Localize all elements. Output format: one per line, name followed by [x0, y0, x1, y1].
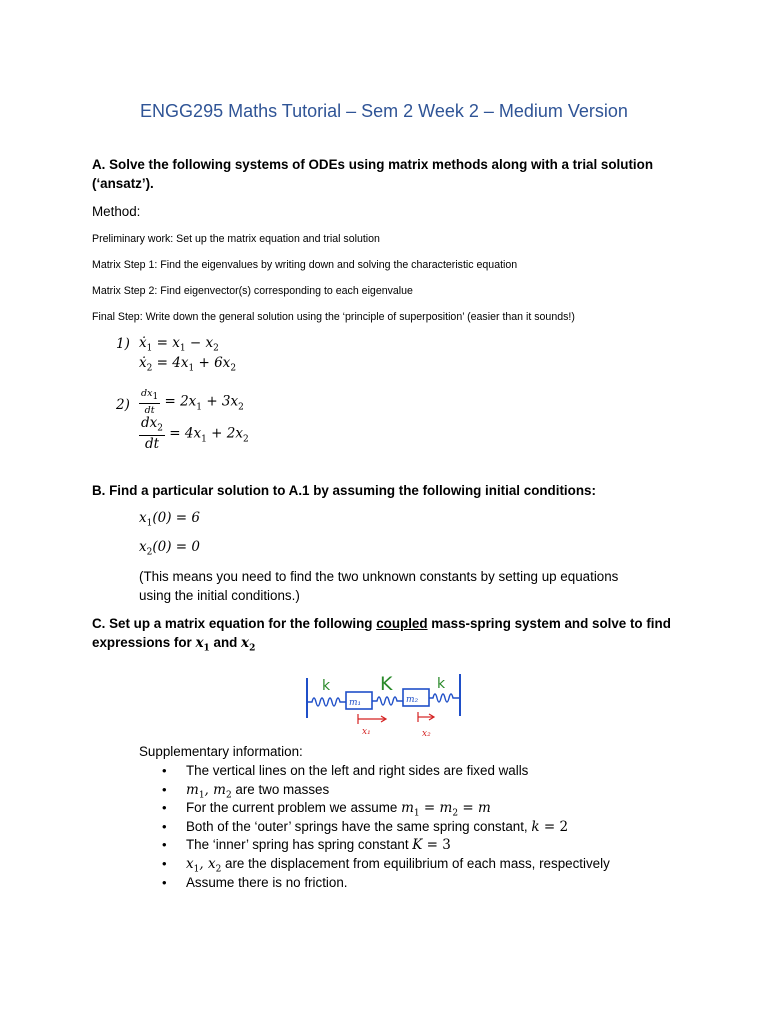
x2-symbol: $x_2$ [241, 635, 256, 654]
bullet-text-assume: For the current problem we assume [186, 800, 402, 816]
k-left-label: k [322, 678, 331, 694]
section-c-heading-line2 [92, 633, 671, 659]
initial-condition-x1-value: 6 [191, 510, 200, 526]
x1-x2-symbols: $x_1$, $x_2$ [186, 855, 222, 875]
x2-arrow-label: x₂ [422, 729, 431, 739]
method-step-1: Matrix Step 1: Find the eigenvalues by writing down and solving the characteristic equation [92, 259, 518, 271]
method-label: Method: [92, 204, 141, 219]
section-b-heading: B. Find a particular solution to A.1 by assuming the following initial conditions: [92, 483, 596, 498]
K-equation: K = 3 [412, 837, 451, 854]
problem-1-label: 1) [116, 336, 130, 352]
initial-condition-x1: $x_1(0) = 6$ [139, 510, 200, 529]
bullet-text-displacement: are the displacement from equilibrium of each mass, respectively [221, 855, 610, 871]
section-b-note [139, 567, 618, 605]
mass-equality: $m_1 = m_2 = m$ [401, 800, 491, 819]
supplementary-list [139, 762, 610, 892]
method-step-final: Final Step: Write down the general solution using the ‘principle of superposition’ (easier than it sounds!) [92, 311, 575, 323]
page-title: ENGG295 Maths Tutorial – Sem 2 Week 2 – Medium Version [140, 101, 628, 121]
section-a-heading [92, 155, 653, 193]
mass-spring-diagram [300, 668, 468, 744]
list-item [139, 781, 610, 800]
section-c-heading-post: mass-spring system and solve to find [427, 616, 671, 631]
section-c-heading-and: and [209, 635, 242, 650]
list-item [139, 836, 610, 855]
section-c-heading-coupled: coupled [376, 616, 428, 631]
bullet-text-walls: The vertical lines on the left and right sides are fixed walls [186, 763, 529, 778]
problem-2-equation-2: $\frac{dx_2}{dt}$ = $4x_1 + 2x_2$ [141, 415, 249, 452]
list-item [139, 855, 610, 874]
middle-spring [372, 697, 403, 705]
section-c-heading-line1 [92, 614, 671, 633]
k-right-label: k [437, 676, 446, 692]
section-c-heading-pre: C. Set up a matrix equation for the following [92, 616, 377, 631]
initial-condition-x2-value: 0 [191, 539, 200, 555]
initial-condition-x2: $x_2(0) = 0$ [139, 539, 200, 558]
supplementary-label: Supplementary information: [139, 744, 303, 759]
problem-2-equation-1: $\frac{dx_1}{dt}$ = $2x_1 + 3x_2$ [141, 388, 244, 416]
section-b-note-line1: (This means you need to find the two unknown constants by setting up equations [139, 569, 619, 584]
section-a-heading-line1: A. Solve the following systems of ODEs using matrix methods along with a trial solution [92, 157, 653, 172]
bullet-text-masses: are two masses [231, 781, 330, 797]
right-spring [429, 694, 460, 702]
x1-arrow-label: x₁ [362, 727, 371, 737]
problem-1-equation-1: ẋ$_1$ = $x_1 - x_2$ [139, 335, 219, 354]
bullet-text-inner-spring: The ‘inner’ spring has spring constant [186, 837, 413, 853]
section-c-heading-line2-pre: expressions for [92, 635, 196, 650]
K-value: 3 [442, 837, 451, 854]
left-spring [307, 698, 346, 706]
k-value: 2 [559, 818, 569, 835]
section-b-note-line2: using the initial conditions.) [139, 588, 300, 603]
bullet-text-outer-springs: Both of the ‘outer’ springs have the same spring constant, [186, 818, 532, 834]
x1-symbol: $x_1$ [195, 635, 210, 654]
k-equation: k = 2 [531, 818, 569, 835]
list-item [139, 874, 610, 893]
problem-2-label: 2) [116, 397, 130, 413]
list-item [139, 799, 610, 818]
list-item [139, 818, 610, 837]
list-item [139, 762, 610, 781]
K-middle-label: K [380, 673, 393, 695]
problem-1-equation-2: ẋ$_2$ = $4x_1 + 6x_2$ [139, 355, 237, 374]
section-c-heading [92, 614, 671, 659]
m1-m2-symbols: $m_1$, $m_2$ [186, 781, 232, 801]
section-a-heading-line2: (‘ansatz’). [92, 176, 154, 191]
mass-1-label: m₁ [349, 698, 362, 708]
bullet-text-friction: Assume there is no friction. [186, 874, 348, 890]
method-step-preliminary: Preliminary work: Set up the matrix equation and trial solution [92, 233, 380, 245]
method-step-2: Matrix Step 2: Find eigenvector(s) corresponding to each eigenvalue [92, 285, 413, 297]
mass-2-label: m₂ [406, 695, 419, 705]
